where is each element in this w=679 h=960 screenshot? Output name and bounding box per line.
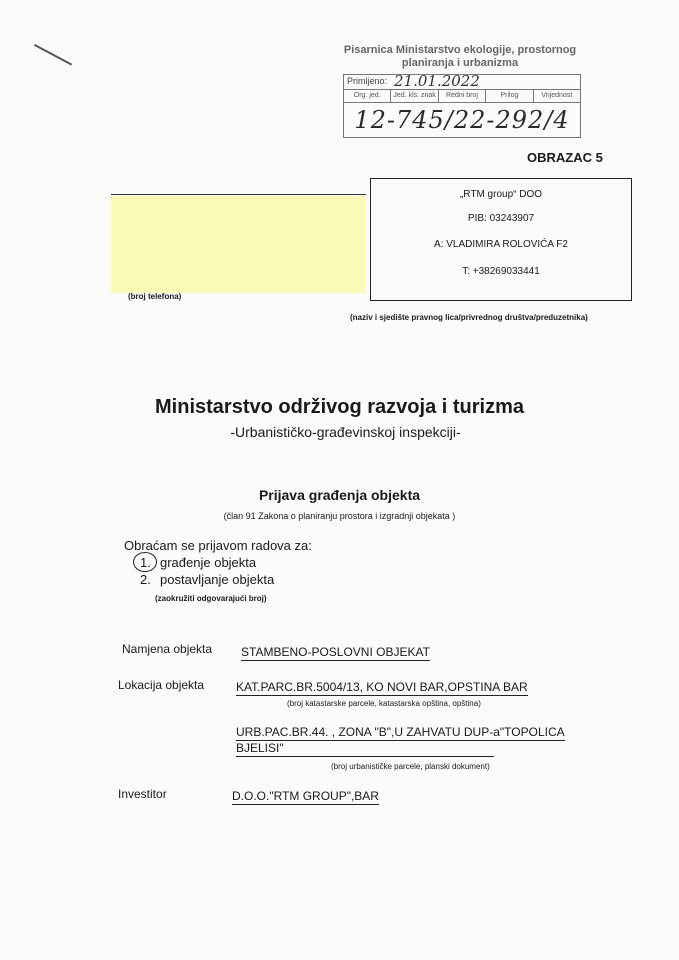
stamp-received-row <box>344 72 580 90</box>
company-caption: (naziv i sjedište pravnog lica/privrednog društva/preduzetnika) <box>350 313 588 322</box>
investor-value: D.O.O."RTM GROUP",BAR <box>232 789 379 803</box>
location-label: Lokacija objekta <box>118 678 205 692</box>
sender-line <box>111 194 366 195</box>
urb-caption: (broj urbanističke parcele, planski dokument) <box>331 762 490 771</box>
location-value: KAT.PARC.BR.5004/13, KO NOVI BAR,OPSTINA BAR <box>236 680 528 694</box>
option-2-number: 2. <box>140 572 151 587</box>
phone-caption: (broj telefona) <box>128 292 182 301</box>
urb-value-line2: BJELISI" <box>236 741 494 757</box>
pen-mark <box>34 44 72 65</box>
location-caption: (broj katastarske parcele, katastarska opština, opština) <box>287 699 481 708</box>
options-intro: Obraćam se prijavom radova za: <box>124 538 312 553</box>
company-phone: T: +38269033441 <box>462 266 540 277</box>
investor-label: Investitor <box>118 787 167 801</box>
option-1-number: 1. <box>140 555 151 570</box>
company-address: A: VLADIMIRA ROLOVIĆA F2 <box>434 239 568 250</box>
option-2-text: postavljanje objekta <box>160 572 275 587</box>
form-title: Prijava građenja objekta <box>258 487 421 503</box>
registry-stamp <box>340 44 580 134</box>
company-box <box>370 178 632 301</box>
inspection-subtitle: -Urbanističko-građevinskoj inspekciji- <box>230 424 461 440</box>
stamp-received-label: Primljeno: <box>347 76 388 86</box>
stamp-header-line1: Pisarnica Ministarstvo ekologije, prostornog <box>343 44 577 56</box>
ministry-title: Ministarstvo održivog razvoja i turizma <box>155 396 524 418</box>
legal-basis: (član 91 Zakona o planiranju prostora i izgradnji objekata ) <box>223 511 456 521</box>
stamp-col: Redni broj <box>439 90 486 102</box>
stamp-received-date: 21.01.2022 <box>394 72 480 90</box>
stamp-col: Jed. kls. znak <box>391 90 438 102</box>
stamp-columns <box>344 90 580 103</box>
stamp-header-line2: planiranja i urbanizma <box>401 57 519 69</box>
stamp-col: Org. jed. <box>344 90 391 102</box>
options-caption: (zaokružiti odgovarajući broj) <box>155 594 267 603</box>
option-1-text: građenje objekta <box>160 555 257 570</box>
urb-value-line1: URB.PAC.BR.44. , ZONA "B",U ZAHVATU DUP-a"TOPOLICA <box>236 725 565 739</box>
stamp-col: Vrijednost <box>541 92 573 99</box>
company-name: „RTM group“ DOO <box>459 189 543 200</box>
purpose-value: STAMBENO-POSLOVNI OBJEKAT <box>241 645 430 659</box>
stamp-col: Prilog <box>486 90 533 102</box>
company-pib: PIB: 03243907 <box>467 213 535 224</box>
form-code: OBRAZAC 5 <box>527 150 603 165</box>
stamp-grid <box>343 74 581 138</box>
purpose-label: Namjena objekta <box>122 642 213 656</box>
stamp-reg-number: 12-745/22-292/4 <box>354 106 570 134</box>
redacted-sender-block <box>111 196 366 293</box>
